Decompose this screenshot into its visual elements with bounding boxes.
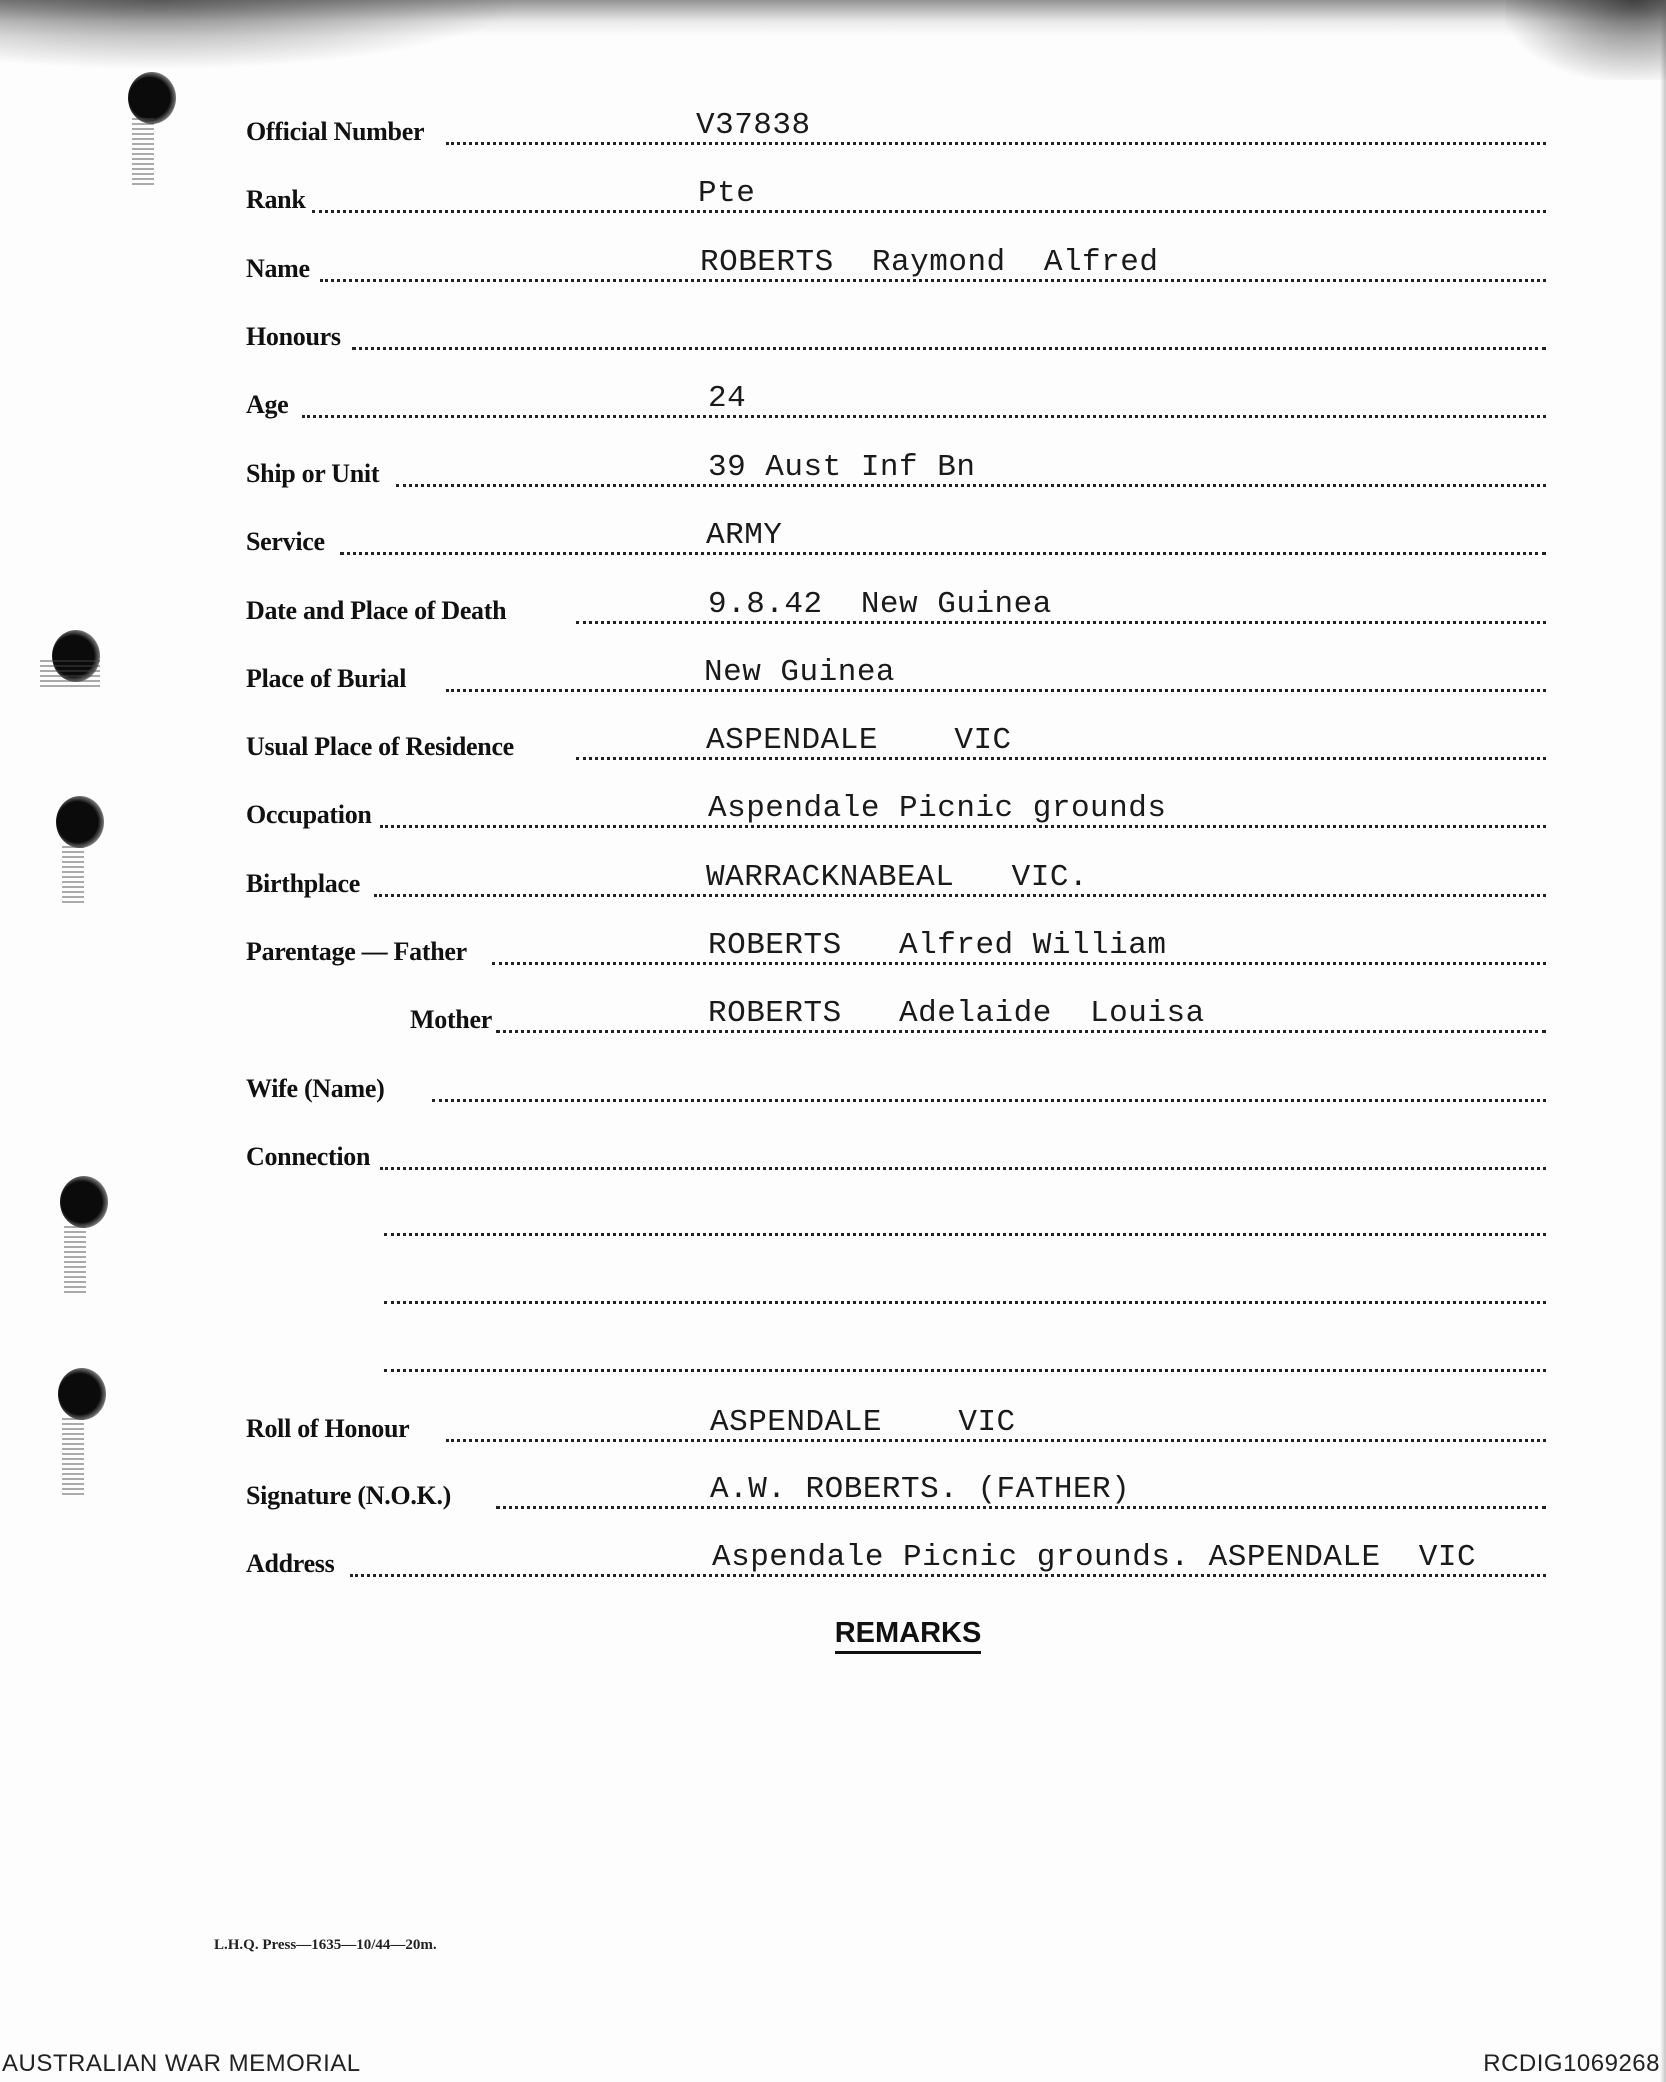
dotted-line — [384, 1369, 1546, 1372]
field-address — [246, 1525, 1546, 1585]
punch-hole-icon — [128, 72, 176, 124]
dotted-line — [380, 1167, 1546, 1170]
field-value: ASPENDALE VIC — [706, 723, 1012, 758]
field-rank — [246, 161, 1546, 221]
field-connection-line-4 — [246, 1320, 1546, 1380]
scan-smudge-top-right — [1506, 0, 1666, 80]
field-label: Ship or Unit — [246, 459, 380, 488]
field-label: Honours — [246, 322, 341, 351]
field-value: Pte — [698, 176, 756, 211]
archive-id: RCDIG1069268 — [1483, 2050, 1660, 2077]
dotted-line — [446, 689, 1546, 692]
field-value: A.W. ROBERTS. (FATHER) — [710, 1472, 1131, 1507]
field-label: Official Number — [246, 117, 425, 146]
dotted-line — [312, 210, 1546, 213]
field-label: Parentage — Father — [246, 937, 467, 966]
field-value: New Guinea — [704, 655, 896, 690]
field-name — [246, 230, 1546, 290]
field-value: Aspendale Picnic grounds — [708, 791, 1167, 826]
field-value: WARRACKNABEAL VIC. — [706, 860, 1089, 895]
remarks-heading — [0, 1617, 1666, 1650]
field-label: Name — [246, 254, 310, 283]
scan-smudge-top-left — [0, 0, 520, 70]
dotted-line — [432, 1099, 1546, 1102]
field-value: ROBERTS Adelaide Louisa — [708, 996, 1205, 1031]
field-official-number — [246, 93, 1546, 153]
punch-hole-icon — [56, 796, 104, 848]
field-label: Date and Place of Death — [246, 596, 507, 625]
field-label: Usual Place of Residence — [246, 732, 514, 761]
field-label: Address — [246, 1549, 335, 1578]
field-value: 39 Aust Inf Bn — [708, 450, 976, 485]
punch-smear — [64, 1226, 86, 1296]
archive-credit: AUSTRALIAN WAR MEMORIAL — [2, 2050, 361, 2077]
dotted-line — [384, 1301, 1546, 1304]
field-label: Signature (N.O.K.) — [246, 1481, 452, 1510]
field-ship-or-unit — [246, 435, 1546, 495]
field-signature-nok — [246, 1457, 1546, 1517]
field-label: Connection — [246, 1142, 371, 1171]
field-label: Age — [246, 390, 289, 419]
field-label: Mother — [410, 1005, 492, 1034]
field-service — [246, 503, 1546, 563]
field-occupation — [246, 776, 1546, 836]
dotted-line — [302, 415, 1546, 418]
dotted-line — [384, 1233, 1546, 1236]
field-value: ARMY — [706, 518, 783, 553]
field-age — [246, 366, 1546, 426]
field-label: Roll of Honour — [246, 1414, 410, 1443]
field-usual-place-of-residence — [246, 708, 1546, 768]
field-label: Rank — [246, 185, 306, 214]
field-connection — [246, 1118, 1546, 1178]
field-value: Aspendale Picnic grounds. ASPENDALE VIC — [712, 1540, 1477, 1575]
field-value: V37838 — [696, 108, 811, 143]
field-birthplace — [246, 845, 1546, 905]
field-connection-line-3 — [246, 1252, 1546, 1312]
dotted-line — [340, 552, 1546, 555]
field-place-of-burial — [246, 640, 1546, 700]
field-label: Occupation — [246, 800, 372, 829]
press-mark: L.H.Q. Press—1635—10/44—20m. — [214, 1937, 437, 1953]
field-value: ASPENDALE VIC — [710, 1405, 1016, 1440]
punch-smear — [62, 846, 84, 906]
punch-smear — [62, 1418, 84, 1498]
field-connection-line-2 — [246, 1184, 1546, 1244]
field-label: Place of Burial — [246, 664, 407, 693]
field-date-place-of-death — [246, 572, 1546, 632]
field-label: Wife (Name) — [246, 1074, 385, 1103]
field-label: Service — [246, 527, 325, 556]
scan-shadow-right — [1660, 0, 1666, 2082]
field-parentage-mother — [246, 981, 1546, 1041]
field-parentage-father — [246, 913, 1546, 973]
field-label: Birthplace — [246, 869, 360, 898]
field-value: 24 — [708, 381, 747, 416]
dotted-line — [446, 142, 1546, 145]
remarks-heading-text: REMARKS — [835, 1617, 982, 1654]
punch-smear — [40, 660, 100, 690]
field-roll-of-honour — [246, 1390, 1546, 1450]
punch-hole-icon — [58, 1368, 106, 1420]
field-value: ROBERTS Raymond Alfred — [700, 245, 1159, 280]
field-wife-name — [246, 1050, 1546, 1110]
field-value: ROBERTS Alfred William — [708, 928, 1167, 963]
punch-hole-icon — [60, 1176, 108, 1228]
field-honours — [246, 298, 1546, 358]
field-value: 9.8.42 New Guinea — [708, 587, 1052, 622]
punch-smear — [132, 118, 154, 188]
dotted-line — [352, 347, 1546, 350]
